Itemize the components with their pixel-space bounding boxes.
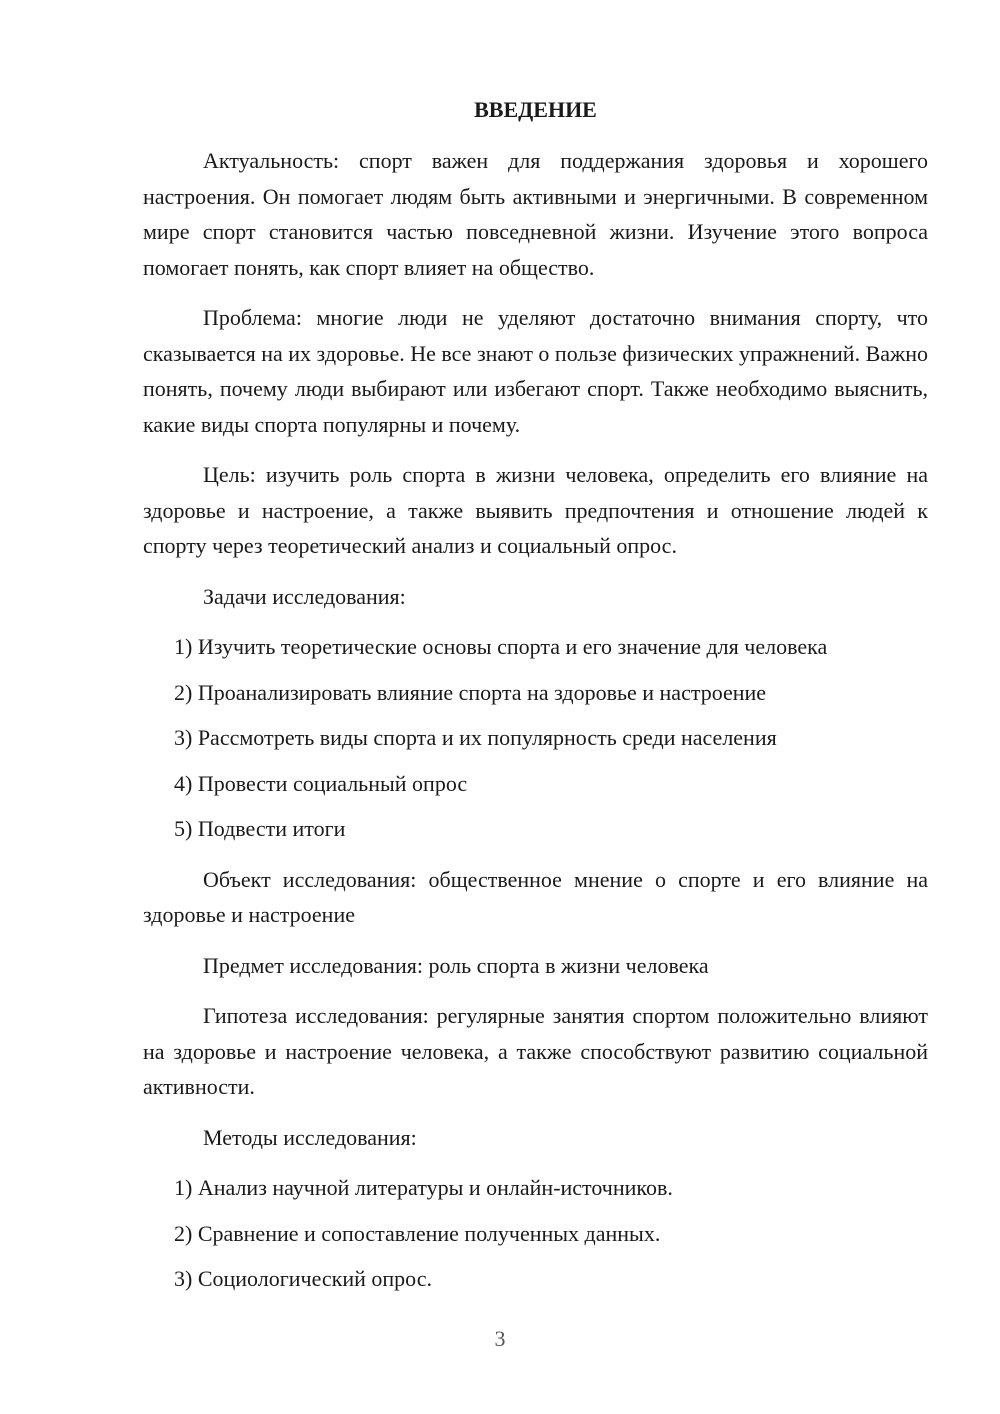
document-page xyxy=(143,92,928,1312)
task-item: 2) Проанализировать влияние спорта на здоровье и настроение xyxy=(174,679,767,705)
document-title: ВВЕДЕНИЕ xyxy=(474,97,597,122)
page-number: 3 xyxy=(494,1326,506,1351)
tasks-heading: Задачи исследования: xyxy=(203,583,406,609)
methods-heading: Методы исследования: xyxy=(203,1124,417,1150)
method-item: 3) Социологический опрос. xyxy=(174,1266,432,1291)
problem-paragraph: Проблема: многие люди не уделяют достаточно внимания спорту, что сказывается на их здоровье. Не все знают о пользе физических упражнений. Важно понять, почему люди выбирают или избегают спорт. Также необходимо выяснить, какие виды спорта популярны и почему. xyxy=(143,305,928,437)
method-item: 1) Анализ научной литературы и онлайн-источников. xyxy=(174,1175,673,1200)
task-item: 3) Рассмотреть виды спорта и их популярность среди населения xyxy=(174,725,777,750)
relevance-paragraph: Актуальность: спорт важен для поддержания здоровья и хорошего настроения. Он помогает людям быть активными и энергичными. В современном мире спорт становится частью повседневной жизни. Изучение этого вопроса помогает понять, как спорт влияет на общество. xyxy=(143,148,928,280)
object-paragraph: Объект исследования: общественное мнение о спорте и его влияние на здоровье и настроение xyxy=(143,866,928,927)
hypothesis-paragraph: Гипотеза исследования: регулярные занятия спортом положительно влияют на здоровье и настроение человека, а также способствуют развитию социальной активности. xyxy=(143,1003,928,1099)
task-item: 5) Подвести итоги xyxy=(174,816,346,841)
method-item: 2) Сравнение и сопоставление полученных данных. xyxy=(174,1220,661,1246)
methods-list xyxy=(143,1170,928,1297)
tasks-list xyxy=(143,629,928,847)
task-item: 4) Провести социальный опрос xyxy=(174,770,468,796)
subject-paragraph: Предмет исследования: роль спорта в жизни человека xyxy=(203,952,709,978)
goal-paragraph: Цель: изучить роль спорта в жизни человека, определить его влияние на здоровье и настроение, а также выявить предпочтения и отношение людей к спорту через теоретический анализ и социальный опрос. xyxy=(143,462,928,558)
task-item: 1) Изучить теоретические основы спорта и его значение для человека xyxy=(174,634,828,659)
